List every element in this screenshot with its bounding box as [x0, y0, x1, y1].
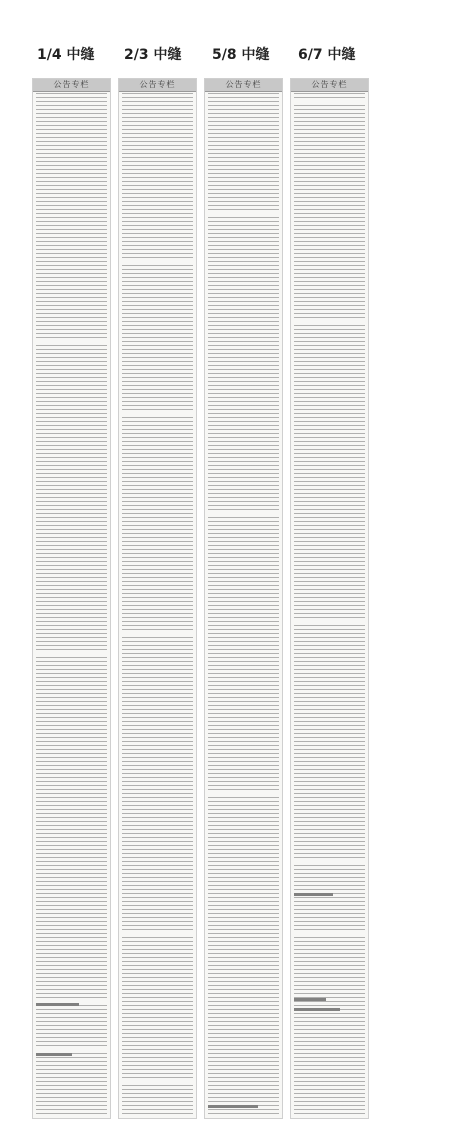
strip-header: 公告专栏 — [205, 79, 282, 92]
strip-header: 公告专栏 — [119, 79, 196, 92]
dense-notice-text — [294, 93, 365, 1115]
column-label-1-4: 1/4 中缝 — [37, 47, 95, 63]
dense-notice-text — [208, 93, 279, 1115]
column-label-6-7: 6/7 中缝 — [298, 47, 356, 63]
column-label-5-8: 5/8 中缝 — [212, 47, 270, 63]
notice-strip-5-8 — [204, 78, 283, 1119]
notice-strip-2-3 — [118, 78, 197, 1119]
strip-header: 公告专栏 — [291, 79, 368, 92]
dense-notice-text — [36, 93, 107, 1115]
dense-notice-text — [122, 93, 193, 1115]
notice-strip-1-4 — [32, 78, 111, 1119]
strip-header: 公告专栏 — [33, 79, 110, 92]
column-label-2-3: 2/3 中缝 — [124, 47, 182, 63]
notice-strip-6-7 — [290, 78, 369, 1119]
